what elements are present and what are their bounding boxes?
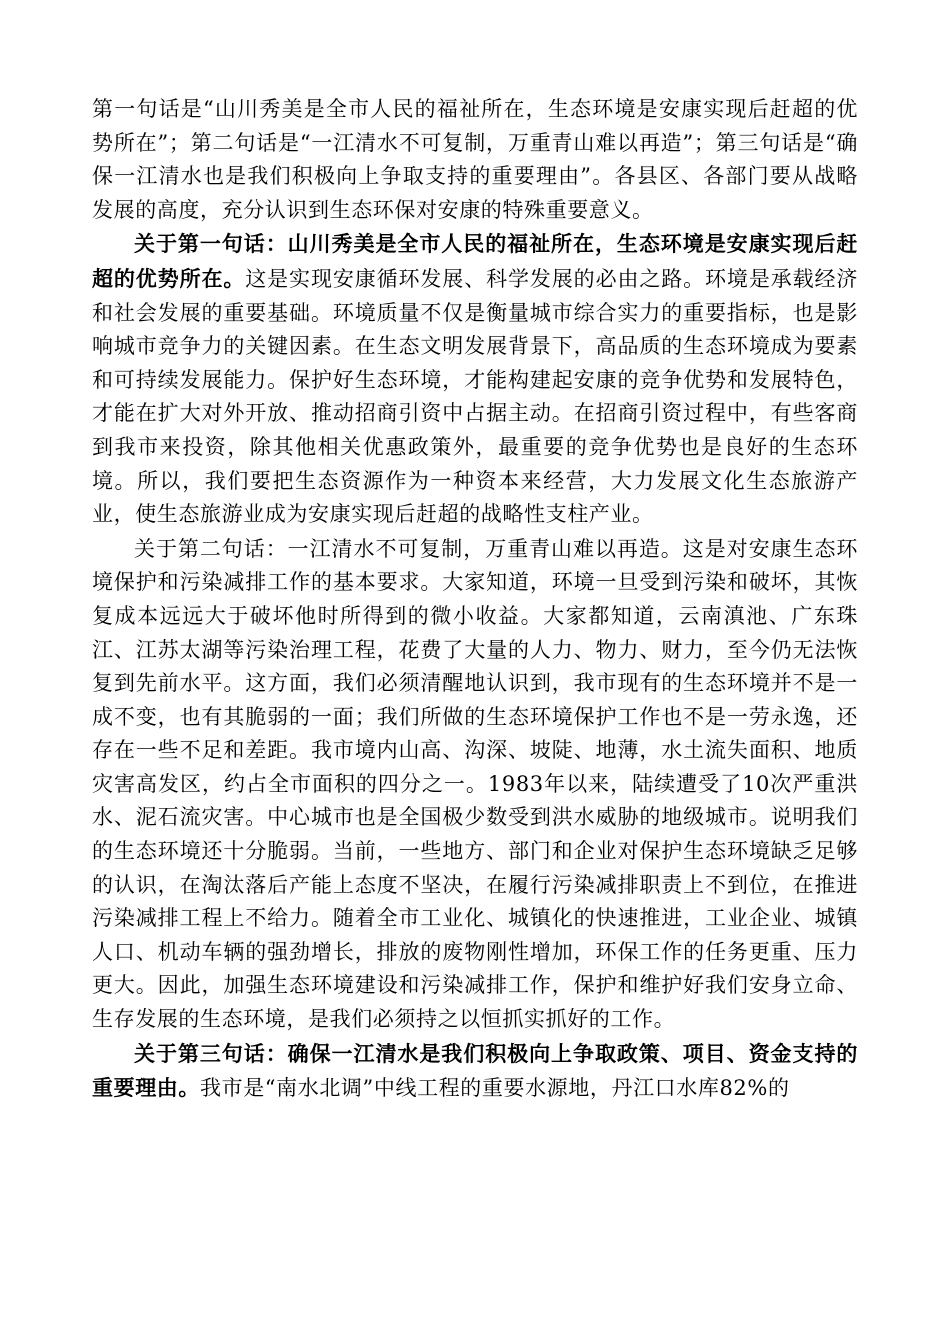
paragraph-1 <box>92 92 858 227</box>
paragraph-1-text: 第一句话是“山川秀美是全市人民的福祉所在，生态环境是安康实现后赶超的优势所在”；第二句话是“一江清水不可复制，万重青山难以再造”；第三句话是“确保一江清水也是我们积极向上争取支持的重要理由”。各县区、各部门要从战略发展的高度，充分认识到生态环保对安康的特殊重要意义。 <box>92 97 858 222</box>
paragraph-4-text: 我市是“南水北调”中线工程的重要水源地，丹江口水库82%的 <box>200 1076 790 1101</box>
paragraph-2 <box>92 227 858 531</box>
document-body <box>92 92 858 1106</box>
paragraph-4 <box>92 1037 858 1106</box>
paragraph-3 <box>92 532 858 1037</box>
paragraph-4-lead: 关于第三句话：确保一江清水是我们积极向上争取政策、项目、资金支持的重要理由。 <box>92 1040 858 1101</box>
paragraph-2-lead: 关于第一句话：山川秀美是全市人民的福祉所在，生态环境是安康实现后赶超的优势所在。 <box>92 231 858 291</box>
paragraph-3-text: 关于第二句话：一江清水不可复制，万重青山难以再造。这是对安康生态环境保护和污染减排工作的基本要求。大家知道，环境一旦受到污染和破坏，其恢复成本远远大于破坏他时所得到的微小收益。大家都知道，云南滇池、广东珠江、江苏太湖等污染治理工程，花费了大量的人力、物力、财力，至今仍无法恢复到先前水平。这方面，我们必须清醒地认识到，我市现有的生态环境并不是一成不变，也有其脆弱的一面；我们所做的生态环境保护工作也不是一劳永逸，还存在一些不足和差距。我市境内山高、沟深、坡陡、地薄，水土流失面积、地质灾害高发区，约占全市面积的四分之一。1983年以来，陆续遭受了10次严重洪水、泥石流灾害。中心城市也是全国极少数受到洪水威胁的地级城市。说明我们的生态环境还十分脆弱。当前，一些地方、部门和企业对保护生态环境缺乏足够的认识，在淘汰落后产能上态度不坚决，在履行污染减排职责上不到位，在推进污染减排工程上不给力。随着全市工业化、城镇化的快速推进，工业企业、城镇人口、机动车辆的强劲增长，排放的废物刚性增加，环保工作的任务更重、压力更大。因此，加强生态环境建设和污染减排工作，保护和维护好我们安身立命、生存发展的生态环境，是我们必须持之以恒抓实抓好的工作。 <box>92 536 858 1032</box>
paragraph-2-text: 这是实现安康循环发展、科学发展的必由之路。环境是承载经济和社会发展的重要基础。环境质量不仅是衡量城市综合实力的重要指标，也是影响城市竞争力的关键因素。在生态文明发展背景下，高品质的生态环境成为要素和可持续发展能力。保护好生态环境，才能构建起安康的竞争优势和发展特色，才能在扩大对外开放、推动招商引资中占据主动。在招商引资过程中，有些客商到我市来投资，除其他相关优惠政策外，最重要的竞争优势也是良好的生态环境。所以，我们要把生态资源作为一种资本来经营，大力发展文化生态旅游产业，使生态旅游业成为安康实现后赶超的战略性支柱产业。 <box>92 266 858 527</box>
